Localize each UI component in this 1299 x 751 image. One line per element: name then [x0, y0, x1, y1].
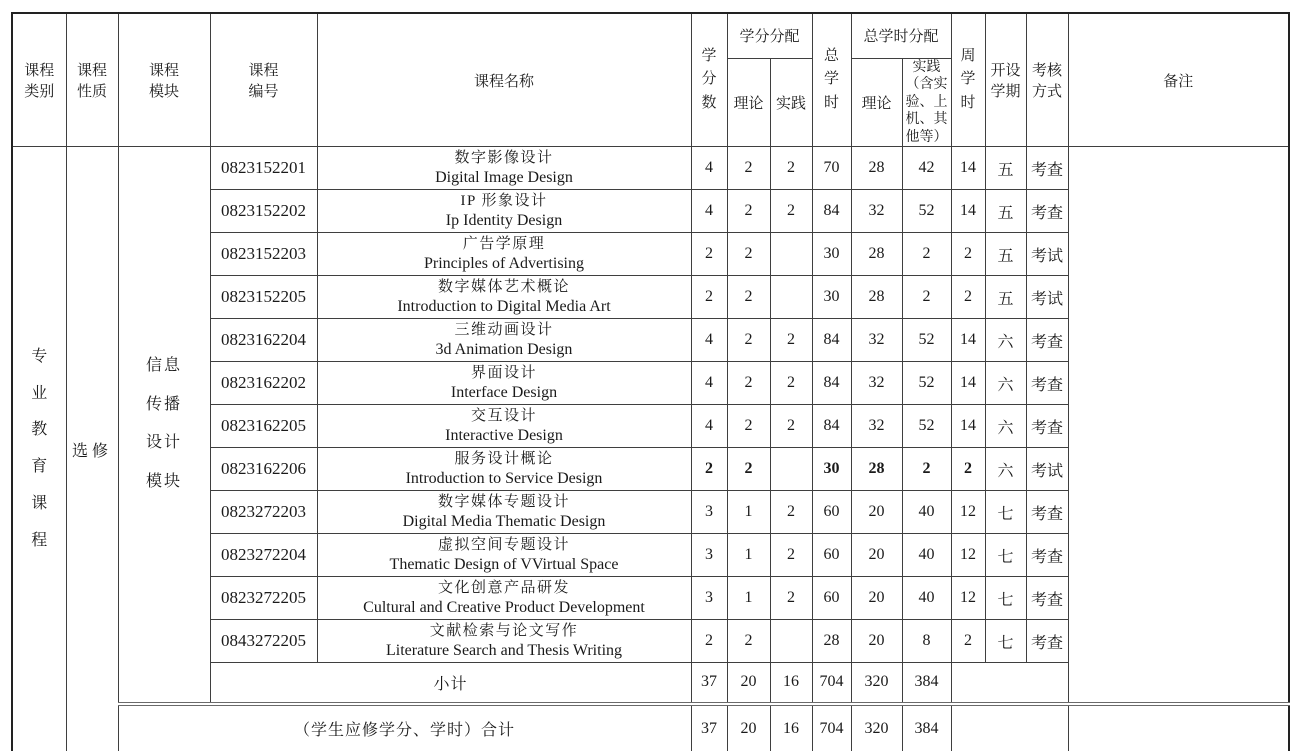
subtotal-label: 小计	[210, 663, 691, 704]
credits-cell: 4	[691, 405, 727, 448]
course-name-en: Thematic Design of VVirtual Space	[389, 556, 619, 574]
credits-cell: 4	[691, 319, 727, 362]
remarks-cell	[1068, 147, 1289, 704]
header-course-code: 课程 编号	[210, 13, 317, 147]
hours-theory-cell: 28	[851, 233, 902, 276]
course-name-cell	[317, 534, 691, 577]
weekly-hours-cell: 14	[951, 319, 985, 362]
hours-theory-cell: 28	[851, 147, 902, 190]
assessment-cell: 考试	[1026, 448, 1068, 491]
subtotal-credit-theory: 20	[727, 663, 770, 704]
subtotal-credit-practice: 16	[770, 663, 812, 704]
course-name-cell	[317, 147, 691, 190]
header-credit-practice: 实践	[770, 58, 812, 147]
course-code-cell: 0823152202	[210, 190, 317, 233]
assessment-cell: 考查	[1026, 190, 1068, 233]
header-credit-distribution: 学分分配	[727, 13, 812, 58]
weekly-hours-cell: 2	[951, 448, 985, 491]
course-nature-cell	[66, 147, 118, 751]
total-hours-cell: 84	[812, 190, 851, 233]
weekly-hours-cell: 12	[951, 534, 985, 577]
total-row	[12, 704, 1289, 751]
total-hours-cell: 60	[812, 491, 851, 534]
hours-practice-cell: 2	[902, 233, 951, 276]
credit-practice-cell	[770, 448, 812, 491]
curriculum-table	[11, 12, 1290, 751]
course-code-cell: 0823272204	[210, 534, 317, 577]
total-hours-cell: 60	[812, 534, 851, 577]
assessment-cell: 考查	[1026, 319, 1068, 362]
course-name-en: Introduction to Digital Media Art	[397, 298, 611, 316]
credits-cell: 2	[691, 276, 727, 319]
header-course-category: 课程 类别	[12, 13, 66, 147]
weekly-hours-cell: 14	[951, 362, 985, 405]
weekly-hours-cell: 14	[951, 190, 985, 233]
header-hours-distribution: 总学时分配	[851, 13, 951, 58]
course-name-cell	[317, 405, 691, 448]
semester-cell: 五	[985, 190, 1026, 233]
course-code-cell: 0823162205	[210, 405, 317, 448]
credits-cell: 2	[691, 448, 727, 491]
weekly-hours-cell: 12	[951, 491, 985, 534]
course-name-cell	[317, 362, 691, 405]
course-name-en: 3d Animation Design	[435, 341, 573, 359]
credit-practice-cell: 2	[770, 319, 812, 362]
credits-cell: 2	[691, 233, 727, 276]
header-course-nature: 课程 性质	[66, 13, 118, 147]
weekly-hours-cell: 2	[951, 233, 985, 276]
credit-theory-cell: 2	[727, 405, 770, 448]
subtotal-hours-practice: 384	[902, 663, 951, 704]
course-name-zh: 虚拟空间专题设计	[437, 536, 570, 553]
credit-practice-cell: 2	[770, 577, 812, 620]
hours-practice-cell: 52	[902, 405, 951, 448]
credits-cell: 3	[691, 577, 727, 620]
total-hours-cell: 84	[812, 362, 851, 405]
course-name-en: Ip Identity Design	[445, 212, 563, 230]
total-remarks-cell	[1068, 704, 1289, 751]
hours-practice-cell: 8	[902, 620, 951, 663]
course-name-cell	[317, 233, 691, 276]
hours-theory-cell: 20	[851, 577, 902, 620]
assessment-cell: 考查	[1026, 491, 1068, 534]
subtotal-credits: 37	[691, 663, 727, 704]
subtotal-hours-theory: 320	[851, 663, 902, 704]
credits-cell: 4	[691, 362, 727, 405]
course-module-text: 信息 传播 设计 模块	[145, 357, 182, 490]
subtotal-blank-cell	[951, 663, 1068, 704]
semester-cell: 五	[985, 276, 1026, 319]
total-hours-cell: 84	[812, 319, 851, 362]
hours-theory-cell: 32	[851, 405, 902, 448]
hours-theory-cell: 20	[851, 491, 902, 534]
hours-practice-cell: 40	[902, 534, 951, 577]
course-name-zh: 文化创意产品研发	[437, 579, 570, 596]
semester-cell: 七	[985, 491, 1026, 534]
semester-cell: 六	[985, 448, 1026, 491]
credit-theory-cell: 2	[727, 448, 770, 491]
course-name-cell	[317, 620, 691, 663]
semester-cell: 七	[985, 534, 1026, 577]
course-name-zh: 三维动画设计	[454, 321, 554, 338]
semester-cell: 六	[985, 362, 1026, 405]
header-weekly-hours: 周 学 时	[951, 13, 985, 147]
course-name-en: Introduction to Service Design	[405, 470, 603, 488]
credit-theory-cell: 2	[727, 233, 770, 276]
hours-practice-cell: 52	[902, 319, 951, 362]
course-code-cell: 0823272205	[210, 577, 317, 620]
credit-practice-cell	[770, 233, 812, 276]
course-name-zh: 界面设计	[470, 364, 537, 381]
header-total-hours: 总 学 时	[812, 13, 851, 147]
course-name-zh: 广告学原理	[462, 235, 546, 252]
header-course-name: 课程名称	[317, 13, 691, 147]
course-code-cell: 0823162206	[210, 448, 317, 491]
total-hours-cell: 70	[812, 147, 851, 190]
credit-theory-cell: 2	[727, 147, 770, 190]
semester-cell: 五	[985, 233, 1026, 276]
semester-cell: 六	[985, 405, 1026, 448]
course-name-zh: 数字影像设计	[454, 149, 554, 166]
hours-theory-cell: 28	[851, 448, 902, 491]
credit-practice-cell	[770, 276, 812, 319]
header-hours-practice: 实践 （含实 验、上 机、其 他等）	[902, 58, 951, 147]
course-row	[12, 147, 1289, 190]
subtotal-total-hours: 704	[812, 663, 851, 704]
credit-practice-cell: 2	[770, 405, 812, 448]
credit-theory-cell: 2	[727, 319, 770, 362]
credit-theory-cell: 2	[727, 190, 770, 233]
course-name-en: Cultural and Creative Product Development	[363, 599, 645, 617]
table-body	[12, 147, 1289, 751]
header-credits: 学 分 数	[691, 13, 727, 147]
assessment-cell: 考查	[1026, 405, 1068, 448]
semester-cell: 七	[985, 577, 1026, 620]
course-category-text: 专 业 教 育 课 程	[31, 347, 48, 549]
course-name-zh: IP 形象设计	[460, 192, 548, 209]
course-code-cell: 0823152205	[210, 276, 317, 319]
credit-practice-cell: 2	[770, 491, 812, 534]
hours-practice-cell: 52	[902, 190, 951, 233]
semester-cell: 六	[985, 319, 1026, 362]
weekly-hours-cell: 12	[951, 577, 985, 620]
total-hours-cell: 60	[812, 577, 851, 620]
total-hours-practice: 384	[902, 704, 951, 751]
semester-cell: 五	[985, 147, 1026, 190]
hours-practice-cell: 40	[902, 577, 951, 620]
hours-theory-cell: 20	[851, 620, 902, 663]
hours-practice-cell: 42	[902, 147, 951, 190]
credit-theory-cell: 1	[727, 534, 770, 577]
course-name-cell	[317, 319, 691, 362]
credit-practice-cell: 2	[770, 534, 812, 577]
course-name-cell	[317, 491, 691, 534]
total-hours-theory: 320	[851, 704, 902, 751]
course-name-en: Interface Design	[450, 384, 558, 402]
course-name-cell	[317, 448, 691, 491]
hours-practice-cell: 2	[902, 276, 951, 319]
course-code-cell: 0823162204	[210, 319, 317, 362]
course-code-cell: 0823152201	[210, 147, 317, 190]
header-row-top	[12, 13, 1289, 58]
course-name-cell	[317, 190, 691, 233]
semester-cell: 七	[985, 620, 1026, 663]
header-course-module: 课程 模块	[118, 13, 210, 147]
course-name-en: Digital Image Design	[435, 169, 573, 187]
credits-cell: 3	[691, 491, 727, 534]
weekly-hours-cell: 14	[951, 147, 985, 190]
hours-practice-cell: 40	[902, 491, 951, 534]
assessment-cell: 考查	[1026, 620, 1068, 663]
credit-theory-cell: 2	[727, 362, 770, 405]
total-credits: 37	[691, 704, 727, 751]
hours-theory-cell: 20	[851, 534, 902, 577]
course-code-cell: 0823272203	[210, 491, 317, 534]
course-name-cell	[317, 276, 691, 319]
course-module-cell	[118, 147, 210, 704]
credit-practice-cell: 2	[770, 190, 812, 233]
total-hours-cell: 28	[812, 620, 851, 663]
header-credit-theory: 理论	[727, 58, 770, 147]
credit-practice-cell	[770, 620, 812, 663]
total-label: （学生应修学分、学时）合计	[118, 704, 691, 751]
assessment-cell: 考查	[1026, 577, 1068, 620]
credit-theory-cell: 2	[727, 620, 770, 663]
credits-cell: 3	[691, 534, 727, 577]
header-remarks: 备注	[1068, 13, 1289, 147]
weekly-hours-cell: 2	[951, 620, 985, 663]
hours-theory-cell: 28	[851, 276, 902, 319]
total-hours-cell: 30	[812, 276, 851, 319]
credits-cell: 2	[691, 620, 727, 663]
course-name-zh: 交互设计	[470, 407, 537, 424]
credit-theory-cell: 2	[727, 276, 770, 319]
course-name-zh: 数字媒体艺术概论	[437, 278, 570, 295]
header-assessment: 考核 方式	[1026, 13, 1068, 147]
hours-theory-cell: 32	[851, 319, 902, 362]
course-name-cell	[317, 577, 691, 620]
assessment-cell: 考试	[1026, 233, 1068, 276]
course-name-zh: 数字媒体专题设计	[437, 493, 570, 510]
course-nature-text: 选修	[71, 442, 112, 460]
header-hours-theory: 理论	[851, 58, 902, 147]
course-category-cell	[12, 147, 66, 751]
total-hours-cell: 84	[812, 405, 851, 448]
weekly-hours-cell: 2	[951, 276, 985, 319]
credit-theory-cell: 1	[727, 491, 770, 534]
course-name-zh: 服务设计概论	[454, 450, 554, 467]
assessment-cell: 考查	[1026, 362, 1068, 405]
credits-cell: 4	[691, 147, 727, 190]
hours-theory-cell: 32	[851, 362, 902, 405]
hours-practice-cell: 2	[902, 448, 951, 491]
course-code-cell: 0823162202	[210, 362, 317, 405]
total-hours-cell: 30	[812, 448, 851, 491]
course-name-en: Digital Media Thematic Design	[402, 513, 606, 531]
header-semester: 开设 学期	[985, 13, 1026, 147]
total-credit-theory: 20	[727, 704, 770, 751]
course-name-en: Interactive Design	[445, 427, 563, 445]
credit-practice-cell: 2	[770, 147, 812, 190]
credit-theory-cell: 1	[727, 577, 770, 620]
assessment-cell: 考试	[1026, 276, 1068, 319]
course-name-zh: 文献检索与论文写作	[429, 622, 579, 639]
hours-theory-cell: 32	[851, 190, 902, 233]
total-hours-cell: 30	[812, 233, 851, 276]
course-code-cell: 0823152203	[210, 233, 317, 276]
course-name-en: Literature Search and Thesis Writing	[385, 642, 623, 660]
course-name-en: Principles of Advertising	[424, 255, 584, 273]
total-total-hours: 704	[812, 704, 851, 751]
hours-practice-cell: 52	[902, 362, 951, 405]
course-code-cell: 0843272205	[210, 620, 317, 663]
assessment-cell: 考查	[1026, 534, 1068, 577]
total-credit-practice: 16	[770, 704, 812, 751]
total-blank-cell	[951, 704, 1068, 751]
credit-practice-cell: 2	[770, 362, 812, 405]
assessment-cell: 考查	[1026, 147, 1068, 190]
weekly-hours-cell: 14	[951, 405, 985, 448]
credits-cell: 4	[691, 190, 727, 233]
